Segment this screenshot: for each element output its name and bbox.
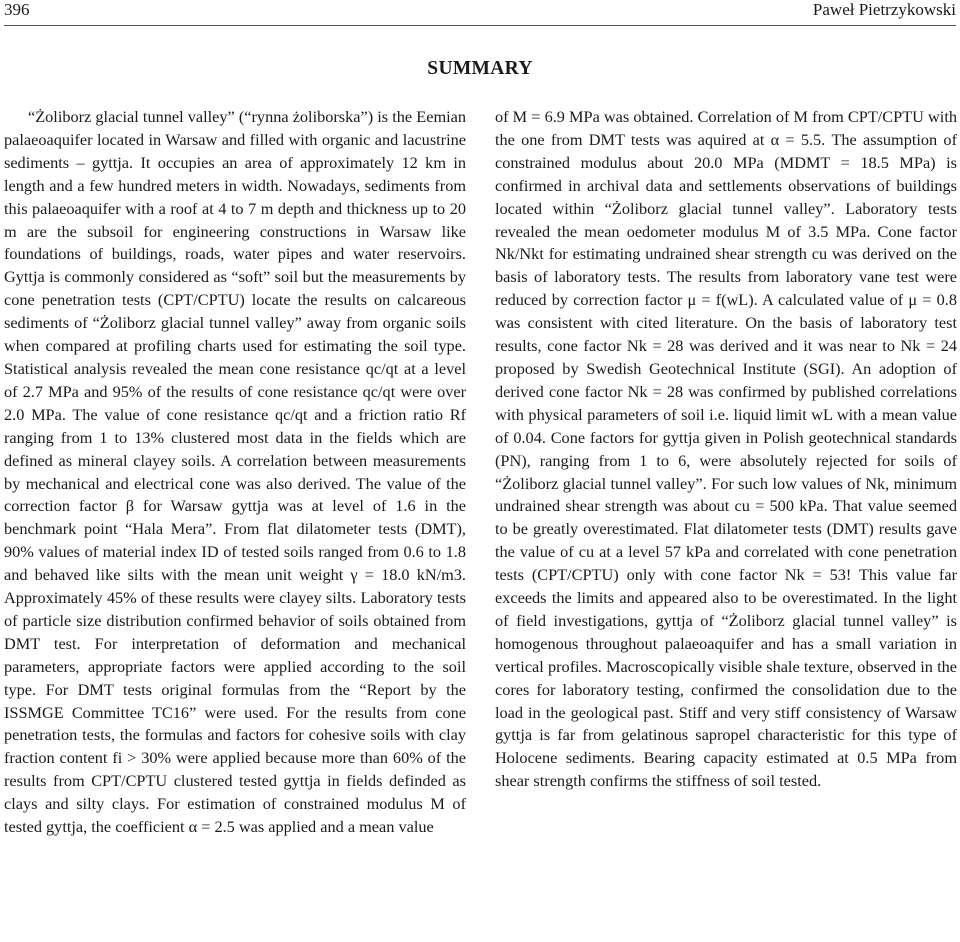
page-header xyxy=(4,0,956,24)
header-rule xyxy=(4,25,956,26)
page-number: 396 xyxy=(4,0,30,19)
running-head-author: Paweł Pietrzykowski xyxy=(812,0,956,19)
section-heading: SUMMARY xyxy=(427,58,533,79)
body-column-right: of M = 6.9 MPa was obtained. Correlation of M from CPT/CPTU with the one from DMT tests was aquired at α = 5.5. The assumption of constrained modulus about 20.0 MPa (MDMT = 18.5 MPa) is confirmed in archival data and settlements observations of buildings located within “Żoliborz glacial tunnel valley”. Laboratory tests revealed the mean oedometer modulus M of 3.5 MPa. Cone factor Nk/Nkt for estimating undrained shear strength cu was derived on the basis of laboratory tests. The results from laboratory vane test were reduced by correction factor μ = f(wL). A calculated value of μ = 0.8 was consistent with cited literature. On the basis of laboratory test results, cone factor Nk = 28 was derived and it was near to Nk = 24 proposed by Swedish Geotechnical Institute (SGI). An adoption of derived cone factor Nk = 28 was confirmed by published correlations with physical parameters of soil i.e. liquid limit wL with a mean value of 0.04. Cone factors for gyttja given in Polish geotechnical standards (PN), ranging from 1 to 6, were absolutely rejected for soils of “Żoliborz glacial tunnel valley”. For such low values of Nk, minimum undrained shear strength was about cu = 500 kPa. That value seemed to be greatly overestimated. Flat dilatometer tests (DMT) results gave the value of cu at a level 57 kPa and correlated with cone penetration tests (CPT/CPTU) only with cone factor Nk = 53! This value far exceeds the limits and appeared also to be overestimated. In the light of field investigations, gyttja of “Żoliborz glacial tunnel valley” is homogenous throughout palaeoaquifer and has a small variation in vertical profiles. Macroscopically visible shale texture, observed in the cores for laboratory testing, confirmed the consolidation due to the load in the geological past. Stiff and very stiff consistency of Warsaw gyttja is far from gelatinous sapropel characteristic for this type of Holocene sediments. Bearing capacity estimated at 0.5 MPa from shear strength confirms the stiffness of soil tested. xyxy=(495,107,957,791)
body-column-left: “Żoliborz glacial tunnel valley” (“rynna żoliborska”) is the Eemian palaeoaquifer located in Warsaw and filled with organic and lacustrine sediments – gyttja. It occupies an area of approximately 12 km in length and a few hundred meters in width. Nowadays, sediments from this palaeoaquifer with a roof at 4 to 7 m depth and thickness up to 20 m are the subsoil for engineering constructions in Warsaw like foundations of buildings, roads, water pipes and water reservoirs. Gyttja is commonly considered as “soft” soil but the measurements by cone penetration tests (CPT/CPTU) locate the results on calcareous sediments of “Żoliborz glacial tunnel valley” away from organic soils when compared at profiling charts used for estimating the soil type. Statistical analysis revealed the mean cone resistance qc/qt at a level of 2.7 MPa and 95% of the results of cone resistance qc/qt were over 2.0 MPa. The value of cone resistance qc/qt and a friction ratio Rf ranging from 1 to 13% clustered most data in the fields which are defined as mineral clayey soils. A correlation between measurements by mechanical and electrical cone was also derived. The value of the correction factor β for Warsaw gyttja was at level of 1.6 in the benchmark point “Hala Mera”. From flat dilatometer tests (DMT), 90% values of material index ID of tested soils ranged from 0.6 to 1.8 and behaved like silts with the mean unit weight γ = 18.0 kN/m3. Approximately 45% of these results were clayey silts. Laboratory tests of particle size distribution confirmed behavior of soils obtained from DMT test. For interpretation of deformation and mechanical parameters, appropriate factors were applied according to the soil type. For DMT tests original formulas from the “Report by the ISSMGE Committee TC16” were used. For the results from cone penetration tests, the formulas and factors for cohesive soils with clay fraction content fi > 30% were applied because more than 60% of the results from CPT/CPTU clustered tested gyttja in fields definded as clays and silty clays. For estimation of constrained modulus M of tested gyttja, the coefficient α = 2.5 was applied and a mean value xyxy=(4,107,466,837)
